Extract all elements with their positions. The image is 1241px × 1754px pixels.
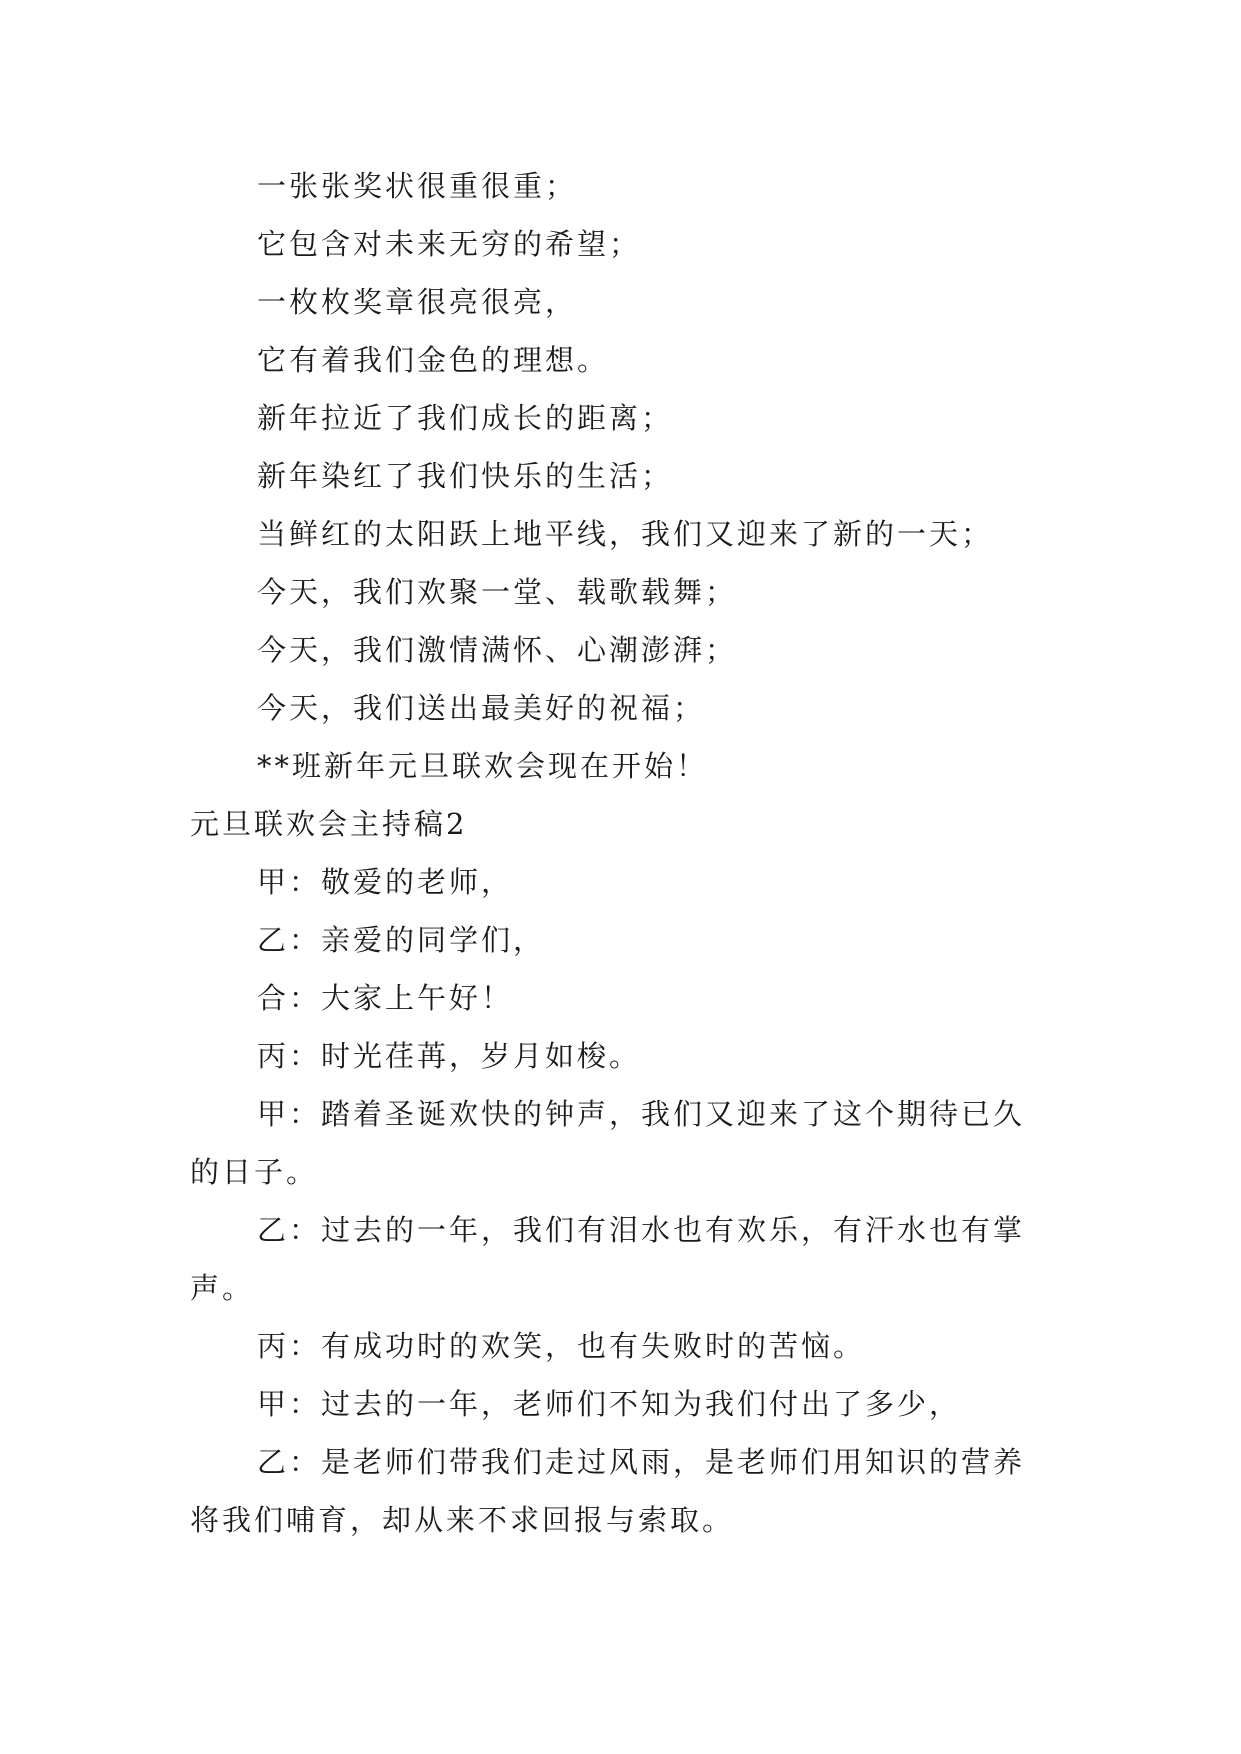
dialogue-continuation: 将我们哺育，却从来不求回报与索取。	[190, 1503, 735, 1537]
verse-line: 一张张奖状很重很重；	[257, 169, 578, 203]
dialogue-line: 丙：有成功时的欢笑，也有失败时的苦恼。	[257, 1329, 866, 1363]
verse-line: 当鲜红的太阳跃上地平线，我们又迎来了新的一天；	[257, 517, 994, 551]
verse-line: **班新年元旦联欢会现在开始！	[257, 749, 709, 783]
dialogue-continuation: 的日子。	[190, 1155, 319, 1189]
verse-line: 今天，我们欢聚一堂、载歌载舞；	[257, 575, 738, 609]
verse-line: 新年拉近了我们成长的距离；	[257, 401, 674, 435]
dialogue-line: 合：大家上午好！	[257, 981, 514, 1015]
verse-line: 它有着我们金色的理想。	[257, 343, 610, 377]
dialogue-line: 甲：敬爱的老师，	[257, 865, 514, 899]
verse-line: 它包含对未来无穷的希望；	[257, 227, 642, 261]
dialogue-line: 甲：过去的一年，老师们不知为我们付出了多少，	[257, 1387, 962, 1421]
dialogue-line: 乙：是老师们带我们走过风雨，是老师们用知识的营养	[257, 1445, 1026, 1479]
dialogue-continuation: 声。	[190, 1271, 255, 1305]
verse-line: 新年染红了我们快乐的生活；	[257, 459, 674, 493]
dialogue-line: 甲：踏着圣诞欢快的钟声，我们又迎来了这个期待已久	[257, 1097, 1026, 1131]
section-heading: 元旦联欢会主持稿2	[190, 807, 468, 841]
verse-line: 今天，我们送出最美好的祝福；	[257, 691, 706, 725]
dialogue-line: 乙：亲爱的同学们，	[257, 923, 546, 957]
verse-line: 一枚枚奖章很亮很亮，	[257, 285, 578, 319]
verse-line: 今天，我们激情满怀、心潮澎湃；	[257, 633, 738, 667]
dialogue-line: 丙：时光荏苒，岁月如梭。	[257, 1039, 642, 1073]
dialogue-line: 乙：过去的一年，我们有泪水也有欢乐，有汗水也有掌	[257, 1213, 1026, 1247]
document-body	[190, 157, 1060, 1549]
